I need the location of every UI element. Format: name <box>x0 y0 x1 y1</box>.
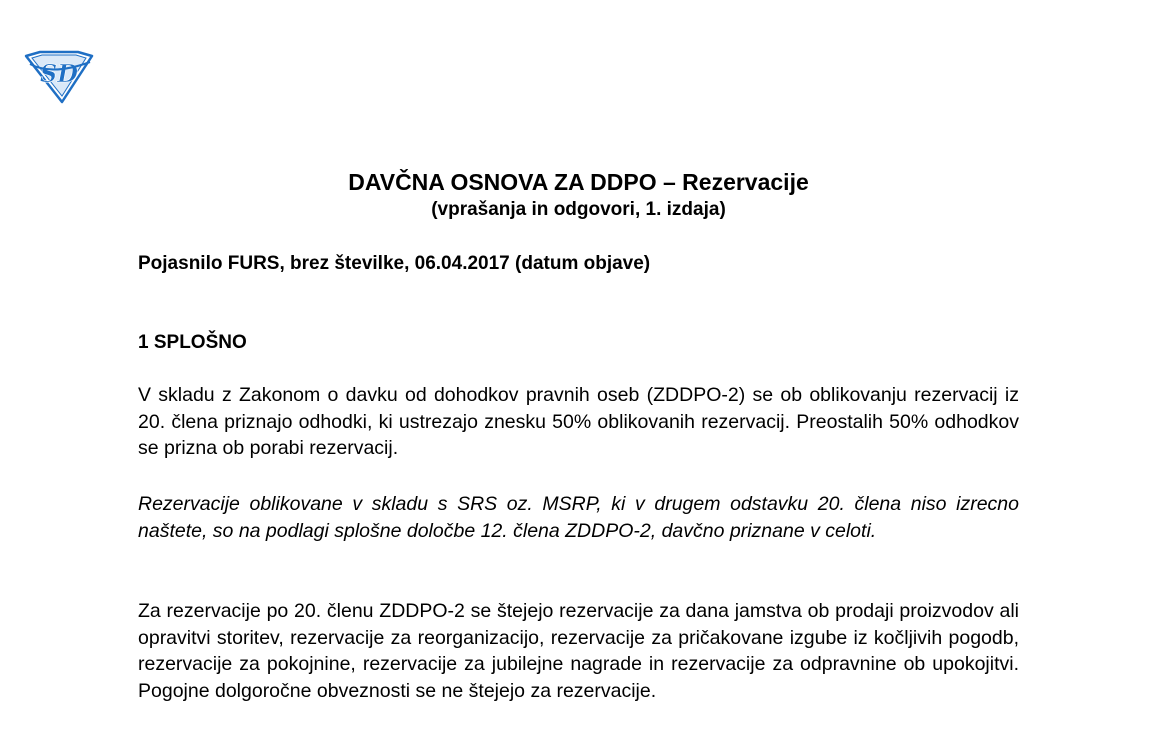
section-heading: 1 SPLOŠNO <box>138 332 247 353</box>
source-line: Pojasnilo FURS, brez številke, 06.04.2017 (datum objave) <box>138 253 651 274</box>
paragraph-2: Rezervacije oblikovane v skladu s SRS oz. MSRP, ki v drugem odstavku 20. člena niso izrecno naštete, so na podlagi splošne določbe 12. člena ZDDPO-2, davčno priznane v celoti. <box>138 493 1019 542</box>
document-title: DAVČNA OSNOVA ZA DDPO – Rezervacije <box>348 169 809 195</box>
document-subtitle: (vprašanja in odgovori, 1. izdaja) <box>431 199 726 220</box>
paragraph-1: V skladu z Zakonom o davku od dohodkov pravnih oseb (ZDDPO-2) se ob oblikovanju rezervacij iz 20. člena priznajo odhodki, ki ustrezajo znesku 50% oblikovanih rezervacij. Preostalih 50% odhodkov se prizna ob porabi rezervacij. <box>138 384 1019 459</box>
paragraph-3: Za rezervacije po 20. členu ZDDPO-2 se štejejo rezervacije za dana jamstva ob prodaji proizvodov ali opravitvi storitev, rezervacije za reorganizacijo, rezervacije za pričakovane izgube iz kočljivih pogodb, rezervacije za pokojnine, rezervacije za jubilejne nagrade in rezervacije za odpravnine ob upokojitvi. Pogojne dolgoročne obveznosti se ne štejejo za rezervacije. <box>138 600 1019 702</box>
svg-text:SD: SD <box>39 59 79 88</box>
logo-shield-icon <box>22 50 96 104</box>
